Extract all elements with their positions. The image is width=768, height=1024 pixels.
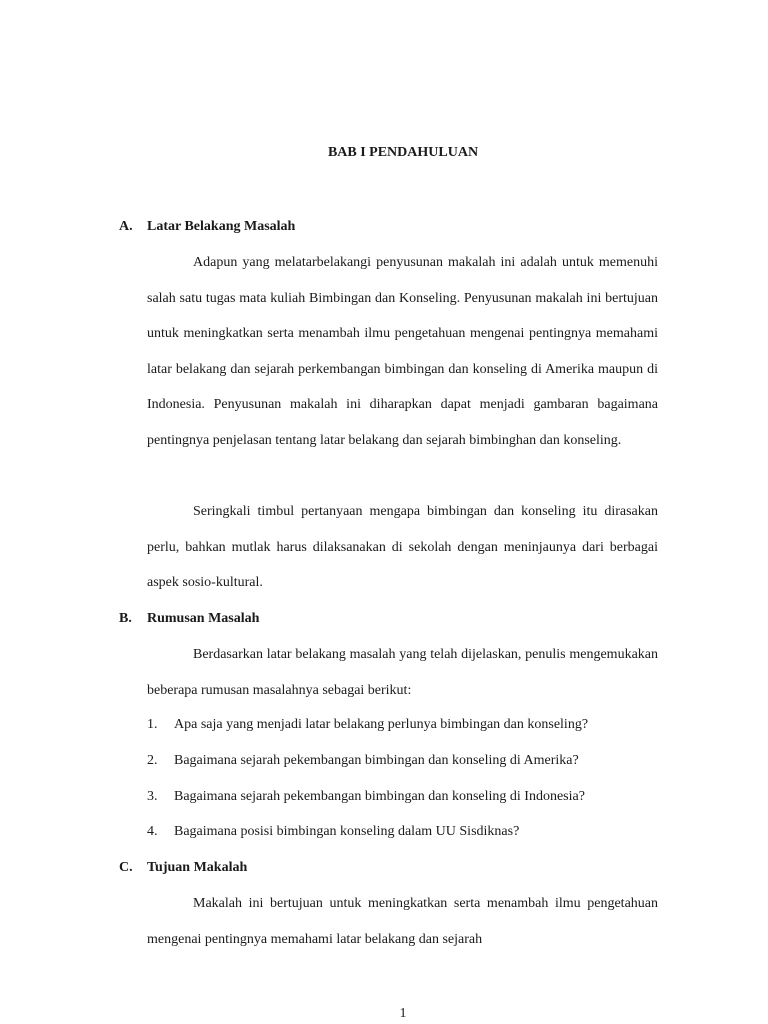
page-number: 1: [399, 1006, 407, 1021]
section-a-title: Latar Belakang Masalah: [147, 219, 296, 234]
section-b-paragraph-1: Berdasarkan latar belakang masalah yang telah dijelaskan, penulis mengemukakan beberapa rumusan masalahnya sebagai berikut:: [147, 647, 658, 698]
section-b-heading: [119, 611, 259, 627]
section-b-letter: B.: [119, 611, 132, 626]
chapter-title: BAB I PENDAHULUAN: [327, 145, 479, 160]
section-a-heading: [119, 219, 295, 235]
list-item: 4. Bagaimana posisi bimbingan konseling dalam UU Sisdiknas?: [147, 824, 520, 839]
section-c-heading: [119, 860, 247, 876]
list-item: 3. Bagaimana sejarah pekembangan bimbingan dan konseling di Indonesia?: [147, 789, 585, 804]
section-b-title: Rumusan Masalah: [147, 611, 260, 626]
list-item: 1. Apa saja yang menjadi latar belakang perlunya bimbingan dan konseling?: [147, 717, 589, 732]
section-a-letter: A.: [119, 219, 133, 234]
list-item: 2. Bagaimana sejarah pekembangan bimbingan dan konseling di Amerika?: [147, 753, 579, 768]
section-a-paragraph-2: Seringkali timbul pertanyaan mengapa bimbingan dan konseling itu dirasakan perlu, bahkan mutlak harus dilaksanakan di sekolah dengan meninjaunya dari berbagai aspek sosio-kultural.: [147, 504, 658, 590]
section-c-paragraph-1: Makalah ini bertujuan untuk meningkatkan serta menambah ilmu pengetahuan mengenai pentingnya memahami latar belakang dan sejarah: [147, 896, 658, 947]
section-c-title: Tujuan Makalah: [147, 860, 248, 875]
section-a-paragraph-1: Adapun yang melatarbelakangi penyusunan makalah ini adalah untuk memenuhi salah satu tugas mata kuliah Bimbingan dan Konseling. Penyusunan makalah ini bertujuan untuk meningkatkan serta menambah ilmu pengetahuan mengenai pentingnya memahami latar belakang dan sejarah perkembangan bimbingan dan konseling di Amerika maupun di Indonesia. Penyusunan makalah ini diharapkan dapat menjadi gambaran bagaimana pentingnya penjelasan tentang latar belakang dan sejarah bimbinghan dan konseling.: [147, 255, 658, 448]
section-c-letter: C.: [119, 860, 133, 875]
